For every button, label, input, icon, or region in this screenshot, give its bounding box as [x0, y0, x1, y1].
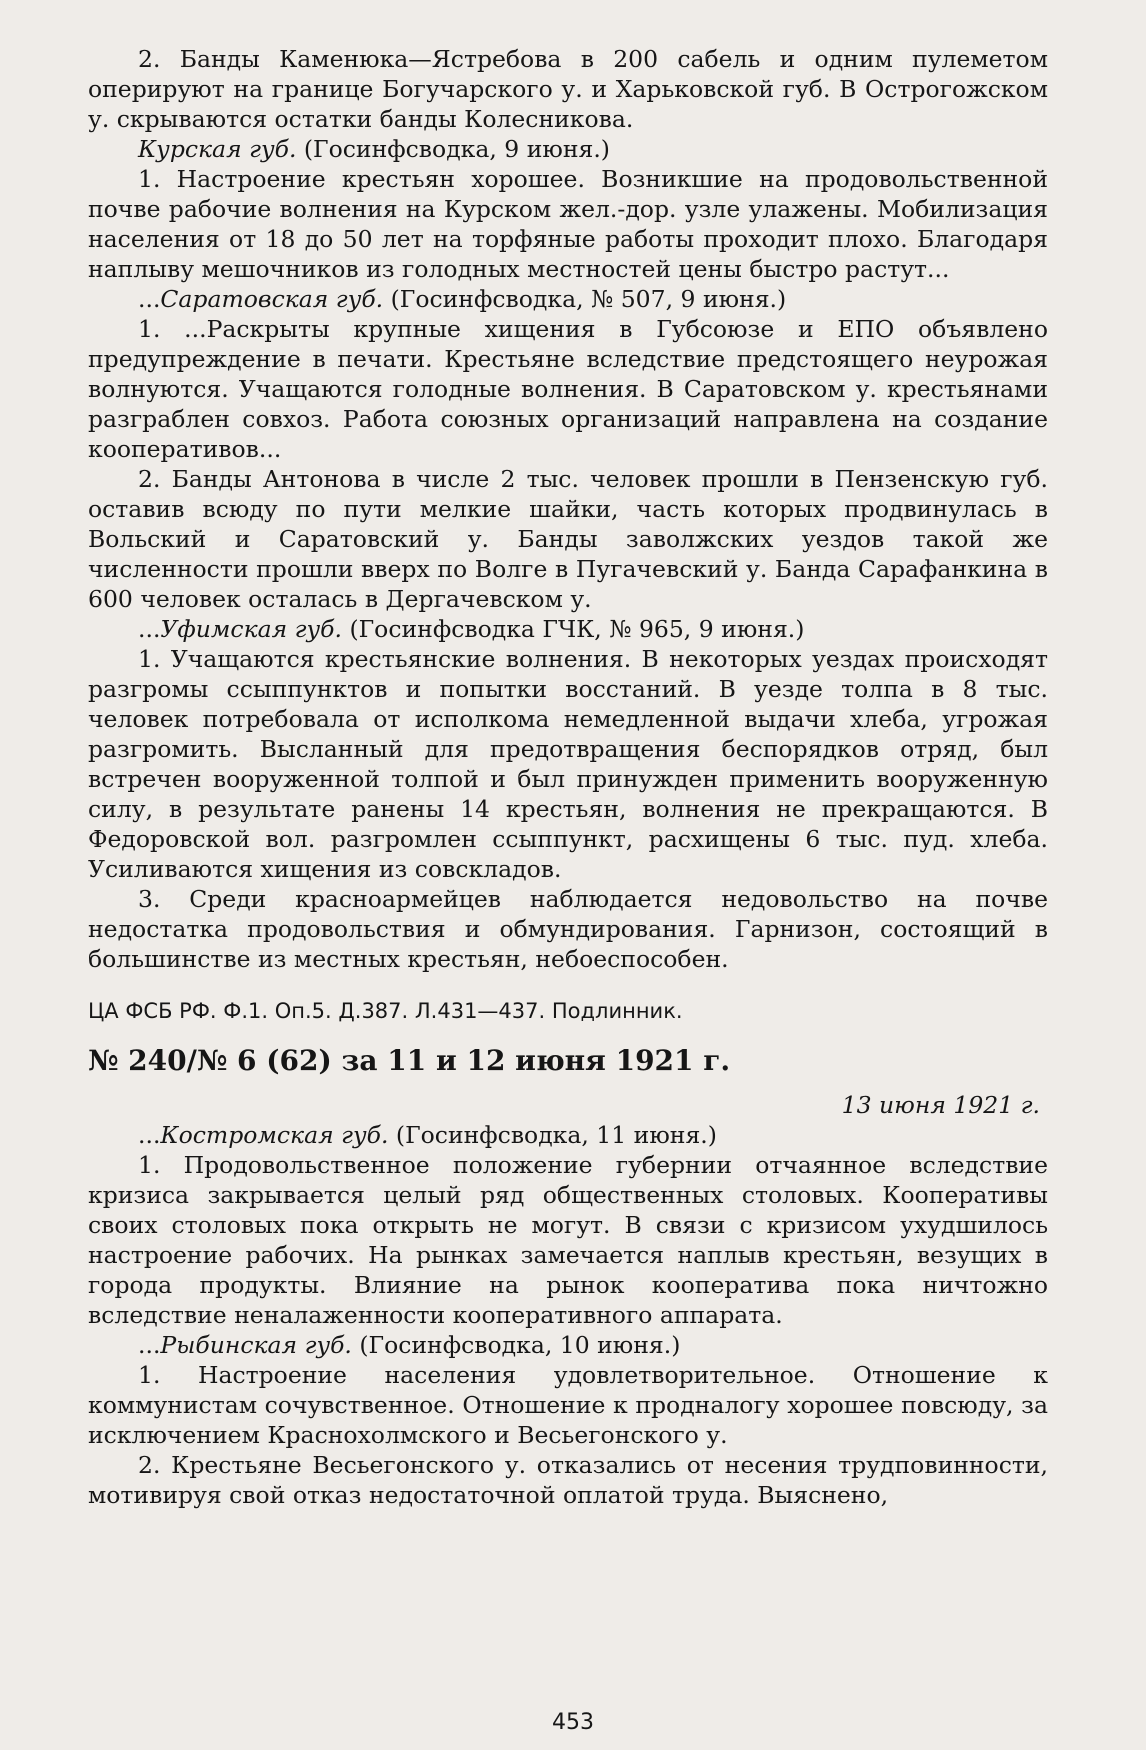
paragraph: 2. Банды Антонова в числе 2 тыс. человек прошли в Пензенскую губ. оставив всюду по пути мелкие шайки, часть которых продвинулась в Вольский и Саратовский у. Банды заволжских уездов такой же численности прошли вверх по Волге в Пугачевский у. Банда Сарафанкина в 600 человек осталась в Дергачевском у.	[88, 465, 1048, 613]
report-heading: ...Саратовская губ. (Госинфсводка, № 507, 9 июня.)	[138, 285, 787, 313]
province-name: Костромская губ.	[160, 1121, 389, 1149]
report-source: (Госинфсводка, № 507, 9 июня.)	[383, 285, 787, 313]
report-source: (Госинфсводка, 9 июня.)	[296, 135, 610, 163]
paragraph: 1. Продовольственное положение губернии отчаянное вследствие кризиса закрывается целый ряд общественных столовых. Кооперативы своих столовых пока открыть не могут. В связи с кризисом ухудшилось настроение рабочих. На рынках замечается наплыв крестьян, везущих в города продукты. Влияние на рынок кооператива пока ничтожно вследствие неналаженности кооперативного аппарата.	[88, 1151, 1048, 1329]
paragraph: 1. Учащаются крестьянские волнения. В некоторых уездах происходят разгромы ссыппунктов и попытки восстаний. В уезде толпа в 8 тыс. человек потребовала от исполкома немедленной выдачи хлеба, угрожая разгромить. Высланный для предотвращения беспорядков отряд, был встречен вооруженной толпой и был принужден применить вооруженную силу, в результате ранены 14 крестьян, волнения не прекращаются. В Федоровской вол. разгромлен ссыппункт, расхищены 6 тыс. пуд. хлеба. Усиливаются хищения из совскладов.	[88, 645, 1048, 883]
report-heading: ...Костромская губ. (Госинфсводка, 11 июня.)	[138, 1121, 717, 1149]
archive-reference: ЦА ФСБ РФ. Ф.1. Оп.5. Д.387. Л.431—437. Подлинник.	[88, 999, 683, 1023]
paragraph: 2. Крестьяне Весьегонского у. отказались от несения трудповинности, мотивируя свой отказ недостаточной оплатой труда. Выяснено,	[88, 1451, 1048, 1509]
report-source: (Госинфсводка, 11 июня.)	[388, 1121, 717, 1149]
report-source: (Госинфсводка, 10 июня.)	[351, 1331, 681, 1359]
report-heading	[88, 134, 1048, 164]
page-number: 453	[552, 1710, 594, 1735]
paragraph: 2. Банды Каменюка—Ястребова в 200 сабель и одним пулеметом оперируют на границе Богучарского у. и Харьковской губ. В Острогожском у. скрываются остатки банды Колесникова.	[88, 45, 1048, 133]
province-name: Саратовская губ.	[160, 285, 384, 313]
report-heading: ...Рыбинская губ. (Госинфсводка, 10 июня.)	[138, 1331, 681, 1359]
province-name: Уфимская губ.	[160, 615, 342, 643]
province-name: Рыбинская губ.	[160, 1331, 352, 1359]
text-column	[88, 44, 1048, 1510]
paragraph: 1. Настроение крестьян хорошее. Возникшие на продовольственной почве рабочие волнения на Курском жел.-дор. узле улажены. Мобилизация населения от 18 до 50 лет на торфяные работы проходит плохо. Благодаря наплыву мешочников из голодных местностей цены быстро растут...	[88, 165, 1048, 283]
report-source: (Госинфсводка ГЧК, № 965, 9 июня.)	[341, 615, 805, 643]
paragraph: 1. Настроение населения удовлетворительное. Отношение к коммунистам сочувственное. Отношение к продналогу хорошее повсюду, за исключением Краснохолмского и Весьегонского у.	[88, 1361, 1048, 1449]
province-name: Курская губ.	[138, 135, 297, 163]
paragraph: 3. Среди красноармейцев наблюдается недовольство на почве недостатка продовольствия и обмундирования. Гарнизон, состоящий в большинстве из местных крестьян, небоеспособен.	[88, 885, 1048, 973]
report-heading: ...Уфимская губ. (Госинфсводка ГЧК, № 965, 9 июня.)	[138, 615, 805, 643]
document-title: № 240/№ 6 (62) за 11 и 12 июня 1921 г.	[88, 1044, 731, 1077]
document-date: 13 июня 1921 г.	[841, 1091, 1040, 1119]
paragraph: 1. ...Раскрыты крупные хищения в Губсоюзе и ЕПО объявлено предупреждение в печати. Крестьяне вследствие предстоящего неурожая волнуются. Учащаются голодные волнения. В Саратовском у. крестьянами разграблен совхоз. Работа союзных организаций направлена на создание кооперативов...	[88, 315, 1048, 463]
